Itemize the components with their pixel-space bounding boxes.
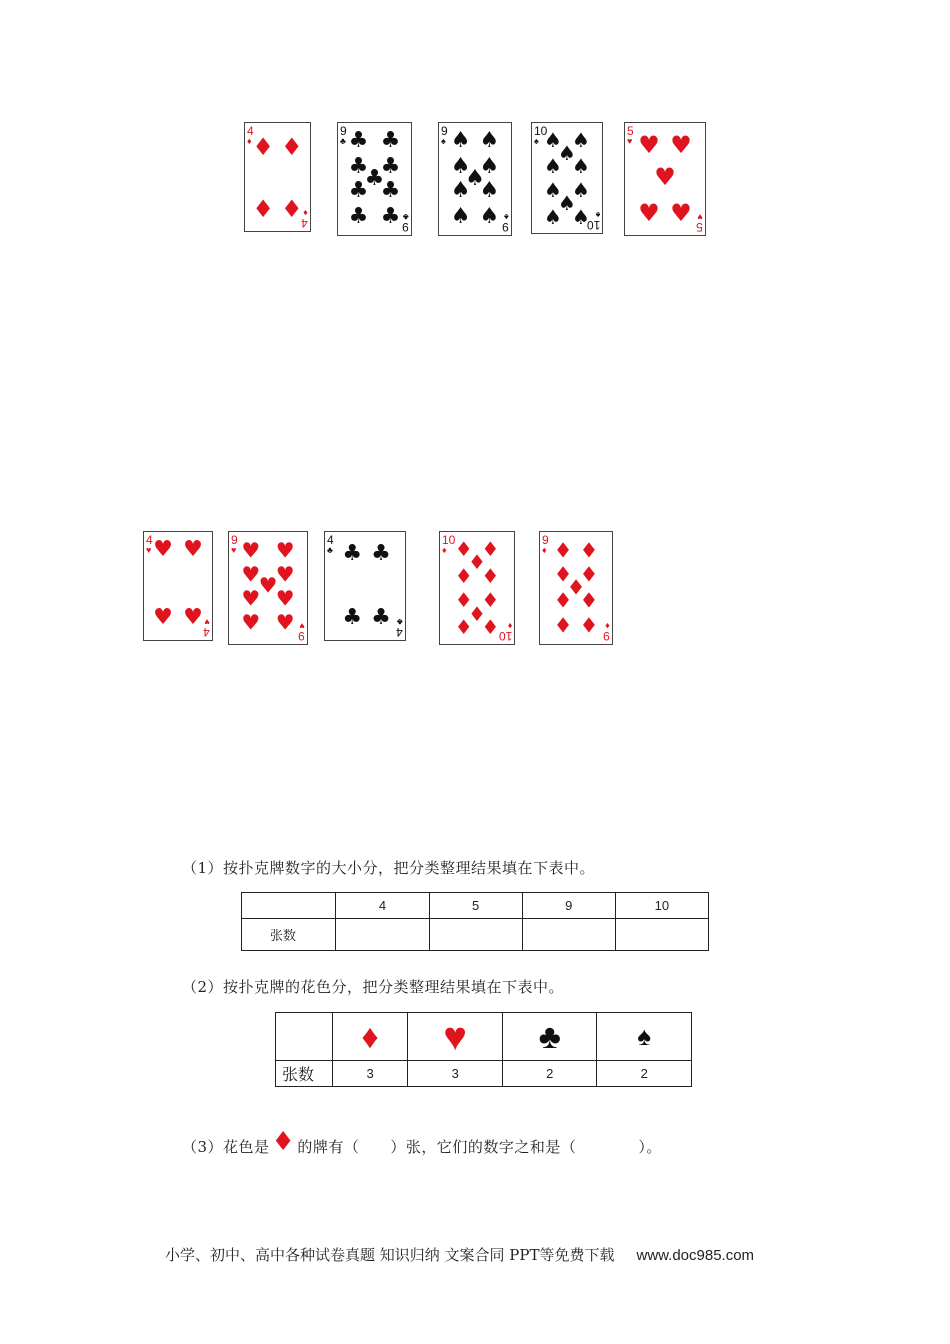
- answer-cell-rank-4[interactable]: [336, 919, 429, 951]
- club-icon: ♣: [348, 204, 369, 230]
- question-3-after: 的牌有（ ）张，它们的数字之和是（ ）。: [297, 1138, 662, 1156]
- spade-icon: ♠: [544, 153, 562, 178]
- spade-icon: ♠: [450, 127, 471, 153]
- heart-icon: ♥: [241, 538, 261, 563]
- card-corner: 4 ♣: [396, 617, 403, 639]
- heart-icon: ♥: [275, 586, 295, 611]
- spade-icon: ♠: [572, 127, 590, 152]
- club-icon: ♣: [348, 153, 369, 179]
- card-corner: 4 ♦: [247, 124, 254, 146]
- heart-icon: ♥: [670, 198, 692, 227]
- heart-icon: ♥: [241, 562, 261, 587]
- diamond-icon: ♦: [468, 601, 486, 626]
- spade-icon: ♠: [450, 204, 471, 230]
- diamond-icon: ♦: [553, 613, 573, 638]
- diamond-icon: ♦: [481, 563, 500, 588]
- club-icon: ♣: [348, 178, 369, 204]
- playing-card-4-clubs: [324, 531, 406, 641]
- spade-icon: ♠: [544, 178, 562, 203]
- diamond-icon: ♦: [481, 536, 500, 561]
- club-icon: ♣: [371, 605, 391, 631]
- club-icon: ♣: [380, 127, 401, 153]
- heart-icon: ♥: [183, 537, 203, 563]
- heart-icon: ♥: [275, 610, 295, 635]
- count-cell-spade[interactable]: 2: [597, 1061, 692, 1087]
- diamond-icon: ♦: [579, 613, 599, 638]
- club-icon: ♣: [348, 127, 369, 153]
- table-header-row: [242, 893, 709, 919]
- diamond-icon: ♦: [332, 1013, 408, 1061]
- spade-icon: ♠: [572, 153, 590, 178]
- question-3-text: [182, 1127, 662, 1161]
- card-corner: 9 ♣: [340, 124, 347, 146]
- heart-icon: ♥: [408, 1013, 503, 1061]
- diamond-icon: ♦: [579, 562, 599, 587]
- spade-icon: ♠: [558, 140, 576, 165]
- table-header-row: [276, 1013, 692, 1061]
- card-corner: 9 ♣: [402, 212, 409, 234]
- spade-icon: ♠: [572, 178, 590, 203]
- spade-icon: ♠: [479, 127, 500, 153]
- count-cell-club[interactable]: 2: [502, 1061, 597, 1087]
- playing-card-9-clubs: [337, 122, 412, 236]
- card-corner: 9 ♥: [231, 533, 238, 555]
- spade-icon: ♠: [465, 166, 485, 191]
- heart-icon: ♥: [638, 198, 660, 227]
- club-icon: ♣: [380, 178, 401, 204]
- diamond-icon: ♦: [281, 195, 303, 224]
- card-corner: 5 ♥: [627, 124, 634, 146]
- playing-card-4-hearts: [143, 531, 213, 641]
- playing-card-4-diamonds: [244, 122, 311, 232]
- diamond-icon: ♦: [468, 550, 486, 575]
- heart-icon: ♥: [183, 605, 203, 631]
- table-corner-cell: [276, 1013, 333, 1061]
- diamond-icon: ♦: [553, 562, 573, 587]
- diamond-icon: ♦: [454, 588, 473, 613]
- heart-icon: ♥: [153, 605, 173, 631]
- playing-card-10-spades: [531, 122, 603, 234]
- club-icon: ♣: [342, 605, 363, 631]
- heart-icon: ♥: [275, 538, 295, 563]
- spade-icon: ♠: [558, 191, 576, 216]
- answer-cell-rank-5[interactable]: [429, 919, 522, 951]
- spade-icon: ♠: [597, 1013, 692, 1061]
- heart-icon: ♥: [654, 162, 676, 191]
- table-corner-cell: [242, 893, 336, 919]
- card-corner: 4 ♣: [327, 533, 334, 555]
- heart-icon: ♥: [638, 131, 660, 160]
- heart-icon: ♥: [670, 131, 692, 160]
- diamond-icon: ♦: [454, 563, 473, 588]
- heart-icon: ♥: [275, 562, 295, 587]
- spade-icon: ♠: [544, 127, 562, 152]
- spade-icon: ♠: [450, 178, 471, 204]
- heart-icon: ♥: [153, 537, 173, 563]
- card-corner: 9 ♦: [603, 621, 610, 643]
- footer-text: 小学、初中、高中各种试卷真题 知识归纳 文案合同 PPT等免费下载: [165, 1246, 615, 1264]
- diamond-icon: ♦: [579, 588, 599, 613]
- answer-cell-rank-10[interactable]: [615, 919, 708, 951]
- diamond-icon: ♦: [553, 588, 573, 613]
- card-corner: 10 ♦: [442, 533, 456, 555]
- header-rank-9: 9: [522, 893, 615, 919]
- heart-icon: ♥: [258, 573, 278, 598]
- playing-card-9-hearts: [228, 531, 308, 645]
- diamond-icon: ♦: [281, 132, 303, 161]
- playing-card-9-spades: [438, 122, 512, 236]
- spade-icon: ♠: [479, 153, 500, 179]
- diamond-icon: ♦: [566, 575, 586, 600]
- page-footer: [165, 1244, 754, 1265]
- card-corner: 9 ♠: [441, 124, 448, 146]
- heart-icon: ♥: [241, 610, 261, 635]
- spade-icon: ♠: [479, 204, 500, 230]
- count-cell-heart[interactable]: 3: [408, 1061, 503, 1087]
- diamond-icon: ♦: [252, 195, 274, 224]
- suit-count-table: [275, 1012, 692, 1087]
- diamond-icon: ♦: [579, 538, 599, 563]
- header-rank-10: 10: [615, 893, 708, 919]
- diamond-icon: ♦: [454, 536, 473, 561]
- spade-icon: ♠: [479, 178, 500, 204]
- card-corner: 9 ♠: [502, 212, 509, 234]
- card-corner: 10 ♠: [534, 124, 548, 146]
- playing-card-10-diamonds: [439, 531, 515, 645]
- count-cell-diamond[interactable]: 3: [332, 1061, 408, 1087]
- diamond-icon: ♦: [271, 1127, 296, 1157]
- spade-icon: ♠: [450, 153, 471, 179]
- question-2-text: （2）按扑克牌的花色分，把分类整理结果填在下表中。: [182, 978, 565, 996]
- table-row: [276, 1061, 692, 1087]
- spade-icon: ♠: [572, 204, 590, 229]
- header-rank-5: 5: [429, 893, 522, 919]
- rank-count-table: [241, 892, 709, 951]
- diamond-icon: ♦: [252, 132, 274, 161]
- club-icon: ♣: [502, 1013, 597, 1061]
- card-corner: 5 ♥: [696, 212, 703, 234]
- question-3-before: （3）花色是: [182, 1138, 270, 1156]
- diamond-icon: ♦: [481, 615, 500, 640]
- card-corner: 10 ♠: [586, 210, 600, 232]
- table-row: [242, 919, 709, 951]
- spade-icon: ♠: [544, 204, 562, 229]
- footer-site-link[interactable]: www.doc985.com: [636, 1247, 755, 1264]
- row-label: 张数: [242, 919, 336, 951]
- playing-card-9-diamonds: [539, 531, 613, 645]
- header-rank-4: 4: [336, 893, 429, 919]
- card-corner: 4 ♥: [203, 617, 210, 639]
- card-corner: 4 ♦: [301, 208, 308, 230]
- club-icon: ♣: [380, 204, 401, 230]
- diamond-icon: ♦: [553, 538, 573, 563]
- diamond-icon: ♦: [454, 615, 473, 640]
- row-label: 张数: [276, 1061, 333, 1087]
- card-corner: 4 ♥: [146, 533, 153, 555]
- club-icon: ♣: [364, 166, 385, 191]
- club-icon: ♣: [371, 540, 391, 566]
- question-1-text: （1）按扑克牌数字的大小分，把分类整理结果填在下表中。: [182, 859, 596, 877]
- playing-card-5-hearts: [624, 122, 706, 236]
- heart-icon: ♥: [241, 586, 261, 611]
- card-corner: 9 ♦: [542, 533, 549, 555]
- club-icon: ♣: [342, 540, 363, 566]
- club-icon: ♣: [380, 153, 401, 179]
- card-corner: 10 ♦: [498, 621, 512, 643]
- answer-cell-rank-9[interactable]: [522, 919, 615, 951]
- card-corner: 9 ♥: [298, 621, 305, 643]
- diamond-icon: ♦: [481, 588, 500, 613]
